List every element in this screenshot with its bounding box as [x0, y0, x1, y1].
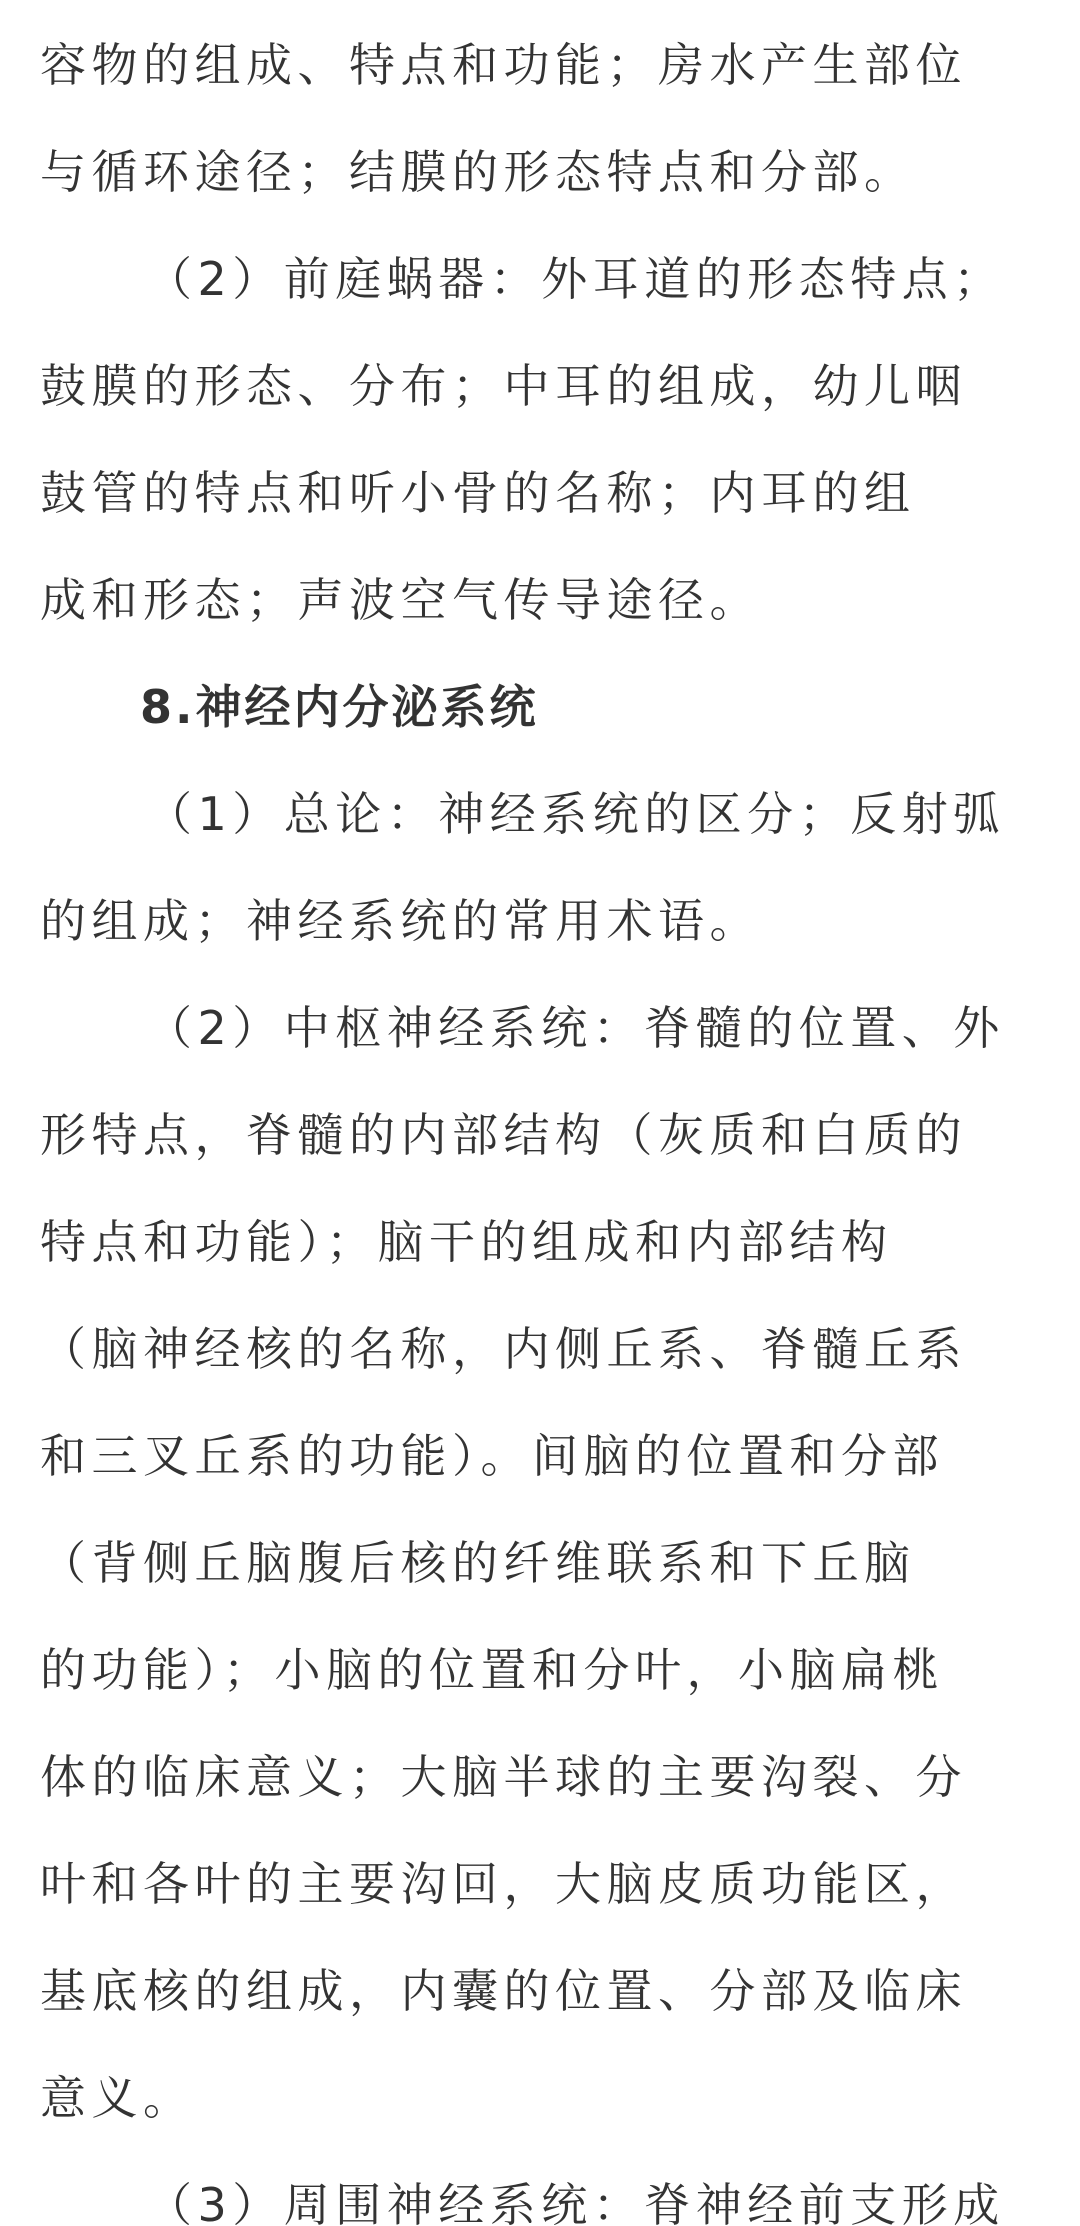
text-line: （背侧丘脑腹后核的纤维联系和下丘脑 [40, 1536, 916, 1590]
text-line: 容物的组成、特点和功能；房水产生部位 [40, 38, 967, 92]
text-line: 与循环途径；结膜的形态特点和分部。 [40, 145, 916, 199]
text-line: （脑神经核的名称，内侧丘系、脊髓丘系 [40, 1322, 967, 1376]
paragraph-start-line: （1）总论：神经系统的区分；反射弧 [146, 787, 1005, 841]
text-line: 叶和各叶的主要沟回，大脑皮质功能区， [40, 1857, 967, 1911]
paragraph-start-line: （3）周围神经系统：脊神经前支形成 [146, 2178, 1005, 2226]
text-line: 形特点，脊髓的内部结构（灰质和白质的 [40, 1108, 967, 1162]
text-line: 的功能）；小脑的位置和分叶，小脑扁桃 [40, 1643, 944, 1697]
paragraph-start-line: （2）前庭蜗器：外耳道的形态特点； [146, 252, 1005, 306]
text-line: 意义。 [40, 2071, 195, 2125]
text-line: 鼓膜的形态、分布；中耳的组成，幼儿咽 [40, 359, 967, 413]
paragraph-start-line: （2）中枢神经系统：脊髓的位置、外 [146, 1001, 1005, 1055]
text-line: 的组成；神经系统的常用术语。 [40, 894, 761, 948]
text-line: 基底核的组成，内囊的位置、分部及临床 [40, 1964, 967, 2018]
text-line: 成和形态；声波空气传导途径。 [40, 573, 761, 627]
text-line: 和三叉丘系的功能）。间脑的位置和分部 [40, 1429, 944, 1483]
text-line: 特点和功能）；脑干的组成和内部结构 [40, 1215, 893, 1269]
text-line: 体的临床意义；大脑半球的主要沟裂、分 [40, 1750, 967, 1804]
text-line: 鼓管的特点和听小骨的名称；内耳的组 [40, 466, 916, 520]
article-body [40, 25, 1040, 2226]
section-heading: 8.神经内分泌系统 [140, 680, 539, 734]
